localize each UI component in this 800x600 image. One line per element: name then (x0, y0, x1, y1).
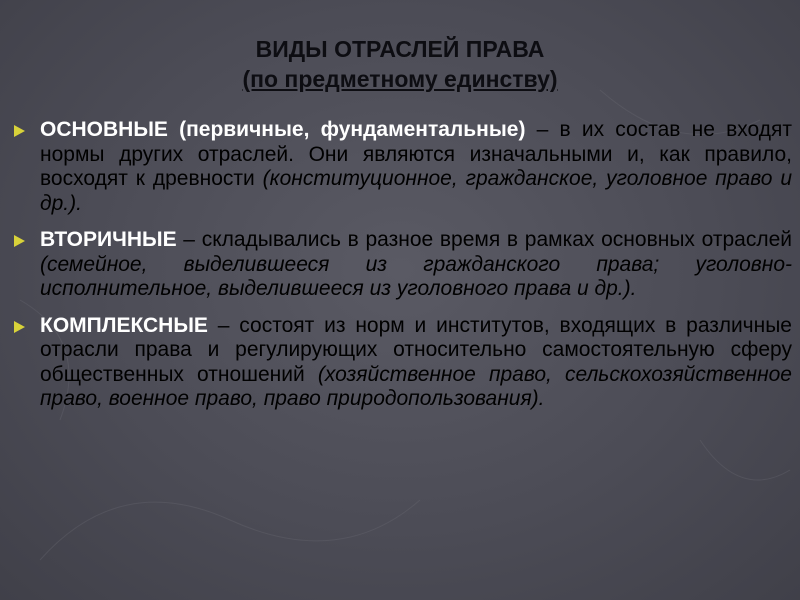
item-examples: (хозяйственное право, сельскохозяйственное право, военное право, право природопользования). (40, 362, 792, 410)
item-term: КОМПЛЕКСНЫЕ (40, 313, 208, 337)
arrow-bullet-icon (14, 235, 25, 247)
bullet-list (14, 118, 792, 424)
title-subtitle: (по предметному единству) (242, 66, 558, 92)
item-examples: (семейное, выделившееся из гражданского права; уголовно-исполнительное, выделившееся из уголовного права и др.). (40, 252, 792, 300)
item-examples: (конституционное, гражданское, уголовное право и др.). (40, 167, 792, 215)
list-item-basic (14, 118, 792, 216)
arrow-bullet-icon (14, 321, 25, 333)
item-description: – складывались в разное время в рамках основных отраслей (176, 228, 792, 251)
arrow-bullet-icon (14, 125, 25, 137)
list-item-secondary (14, 228, 792, 302)
list-item-complex (14, 314, 792, 412)
title-main: ВИДЫ ОТРАСЛЕЙ ПРАВА (255, 36, 545, 62)
item-term: ОСНОВНЫЕ (первичные, фундаментальные) (40, 118, 526, 141)
slide-title (0, 34, 800, 94)
item-term: ВТОРИЧНЫЕ (40, 228, 177, 251)
item-description: – состоят из норм и институтов, входящих в различные отрасли права и регулирующих относительно самостоятельную сферу общественных отношений (40, 313, 792, 386)
item-description: – в их состав не входят нормы других отраслей. Они являются изначальными и, как правило, восходят к древности (40, 118, 792, 190)
